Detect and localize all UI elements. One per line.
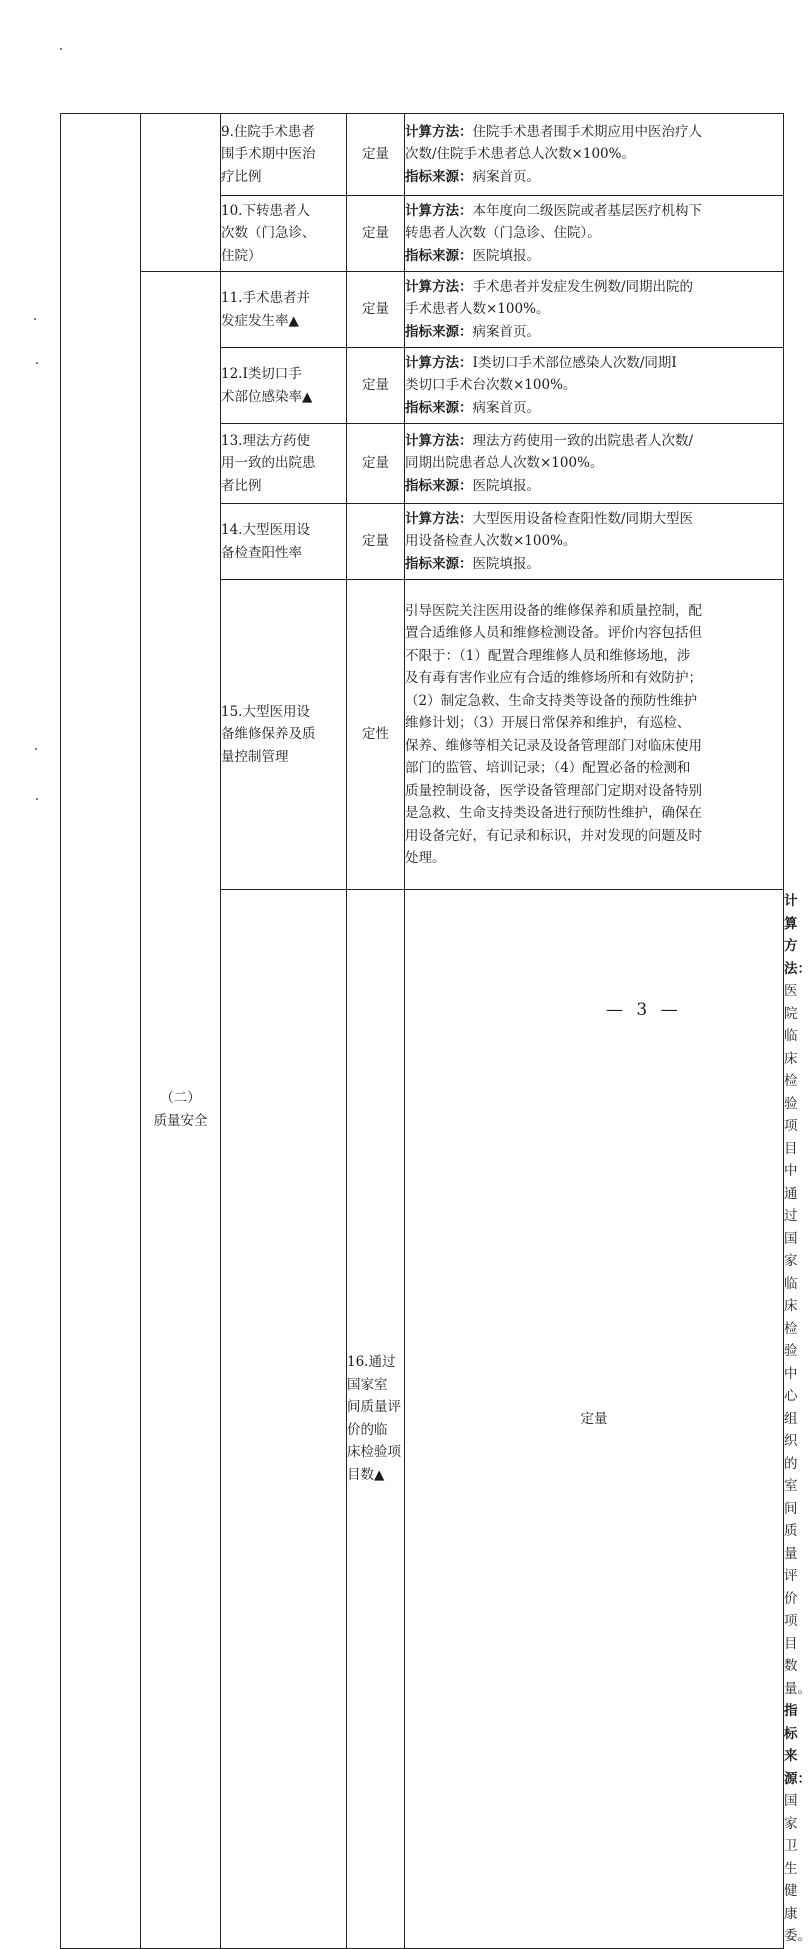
indicator-name-line: 发症发生率▲ <box>221 312 299 329</box>
indicator-name-line: 术部位感染率▲ <box>221 388 313 405</box>
method-label: 计算方法： <box>784 893 811 977</box>
level2-category-cell <box>141 272 221 1949</box>
indicator-type-cell: 定量 <box>347 196 405 272</box>
method-label: 计算方法： <box>405 432 473 449</box>
method-text: 同期出院患者总人次数×100%。 <box>405 455 604 472</box>
method-text: 住院手术患者围手术期应用中医治疗人 <box>472 123 702 140</box>
indicator-name-line: 备检查阳性率 <box>221 544 302 561</box>
category-line: 质量安全 <box>153 1112 208 1129</box>
indicator-name-line: 量控制管理 <box>221 748 289 765</box>
level2-category-cell-next <box>221 890 347 1949</box>
indicator-name-line: 床检验项目数▲ <box>347 1444 401 1483</box>
level2-category-cell-prev <box>141 114 221 272</box>
method-label: 计算方法： <box>405 202 473 219</box>
method-label: 计算方法： <box>405 278 473 295</box>
source-text: 医院填报。 <box>472 247 540 264</box>
indicator-name-cell <box>221 196 347 272</box>
indicator-method-cell <box>405 272 784 348</box>
table-row: 16.通过国家室 间质量评价的临 床检验项目数▲ 定量 计算方法：医院临床检验项目中通过国家临床检验 中心组织的室间质量评价项目数量。 指标来源：国家卫生健康委。 <box>61 890 784 1949</box>
indicator-name-cell <box>221 272 347 348</box>
description-line: 部门的监管、培训记录；（4）配置必备的检测和 <box>405 760 691 776</box>
source-text: 病案首页。 <box>472 323 540 340</box>
scan-speck <box>36 362 38 364</box>
indicator-name-line: 10.下转患者人 <box>221 202 310 219</box>
table-row <box>61 272 784 348</box>
indicator-name-line: 用一致的出院患 <box>221 455 316 472</box>
page-number: — 3 — <box>606 1000 682 1020</box>
method-label: 计算方法： <box>405 510 473 527</box>
indicator-method-cell <box>405 114 784 196</box>
indicator-type-cell: 定性 <box>347 580 405 890</box>
description-line: 质量控制设备，医学设备管理部门定期对设备特别 <box>405 782 702 799</box>
indicator-name-line: 12.Ⅰ类切口手 <box>221 366 302 382</box>
source-text: 病案首页。 <box>472 168 540 185</box>
scan-speck <box>35 748 37 750</box>
indicator-method-cell <box>405 196 784 272</box>
method-text: 次数/住院手术患者总人次数×100%。 <box>405 146 635 163</box>
source-text: 医院填报。 <box>472 555 540 572</box>
description-line: （2）制定急救、生命支持类等设备的预防性维护 <box>405 692 698 709</box>
source-label: 指标来源： <box>405 323 473 340</box>
indicator-name-line: 13.理法方药使 <box>221 432 310 449</box>
source-label: 指标来源： <box>405 247 473 264</box>
description-line: 保养、维修等相关记录及设备管理部门对临床使用 <box>405 737 702 754</box>
scan-speck <box>36 798 38 800</box>
method-text: 医院临床检验项目中通过国家临床检验 <box>784 983 798 1359</box>
indicator-description-cell <box>405 580 784 890</box>
indicator-name-cell <box>221 348 347 424</box>
scan-speck <box>60 48 62 50</box>
method-text: 手术患者人数×100%。 <box>405 301 550 318</box>
indicator-type-cell: 定量 <box>347 272 405 348</box>
method-text: 大型医用设备检查阳性数/同期大型医 <box>472 510 694 527</box>
indicator-name-cell <box>221 424 347 504</box>
indicator-name-line: 者比例 <box>221 477 262 494</box>
source-text: 病案首页。 <box>472 399 540 416</box>
indicator-name-line: 备维修保养及质 <box>221 726 316 743</box>
indicator-name-line: 9.住院手术患者 <box>221 123 315 140</box>
description-line: 维修计划；（3）开展日常保养和维护，有巡检、 <box>405 715 691 731</box>
indicator-name-line: 疗比例 <box>221 168 262 185</box>
indicator-name-line: 11.手术患者并 <box>221 290 310 306</box>
indicator-table <box>60 113 811 1949</box>
indicator-name-line: 次数（门急诊、 <box>221 225 316 242</box>
method-text: Ⅰ类切口手术部位感染人次数/同期Ⅰ <box>472 354 677 371</box>
description-line: 用设备完好，有记录和标识，并对发现的问题及时 <box>405 827 702 844</box>
level1-category-cell <box>61 114 141 1949</box>
method-text: 本年度向二级医院或者基层医疗机构下 <box>472 202 702 219</box>
method-text: 手术患者并发症发生例数/同期出院的 <box>472 278 694 295</box>
description-line: 处理。 <box>405 850 446 866</box>
indicator-name-line: 14.大型医用设 <box>221 522 310 538</box>
indicator-type-cell: 定量 <box>347 114 405 196</box>
indicator-name-line: 15.大型医用设 <box>221 703 310 720</box>
scan-speck <box>34 318 36 320</box>
source-label: 指标来源： <box>405 477 473 494</box>
indicator-method-cell <box>405 348 784 424</box>
indicator-name-cell <box>221 580 347 890</box>
source-text: 国家卫生健康委。 <box>784 1793 811 1944</box>
description-line: 引导医院关注医用设备的维修保养和质量控制，配 <box>405 602 702 619</box>
method-label: 计算方法： <box>405 123 473 140</box>
indicator-name-line: 16.通过国家室 <box>347 1354 396 1393</box>
indicator-name-line: 间质量评价的临 <box>347 1399 401 1438</box>
description-line: 是急救、生命支持类设备进行预防性维护，确保在 <box>405 805 702 821</box>
indicator-type-cell: 定量 <box>347 348 405 424</box>
source-label: 指标来源： <box>405 168 473 185</box>
table-row <box>61 114 784 196</box>
description-line: 及有毒有害作业应有合适的维修场所和有效防护； <box>405 670 702 686</box>
indicator-name-cell <box>221 504 347 580</box>
indicator-type-cell: 定量 <box>405 890 784 1949</box>
source-label: 指标来源： <box>405 555 473 572</box>
indicator-name-line: 住院） <box>221 247 262 264</box>
category-line: （二） <box>160 1090 201 1107</box>
indicator-method-cell <box>405 504 784 580</box>
indicator-method-cell <box>405 424 784 504</box>
indicator-type-cell: 定量 <box>347 424 405 504</box>
source-label: 指标来源： <box>784 1703 811 1787</box>
indicator-name-cell <box>347 890 405 1949</box>
method-text: 类切口手术台次数×100%。 <box>405 377 577 394</box>
description-line: 不限于：（1）配置合理维修人员和维修场地，涉 <box>405 647 691 664</box>
method-text: 理法方药使用一致的出院患者人次数/ <box>472 432 694 449</box>
description-line: 置合适维修人员和维修检测设备。评价内容包括但 <box>405 625 702 641</box>
indicator-name-cell <box>221 114 347 196</box>
method-label: 计算方法： <box>405 354 473 371</box>
source-text: 医院填报。 <box>472 477 540 494</box>
method-text: 用设备检查人次数×100%。 <box>405 533 577 550</box>
source-label: 指标来源： <box>405 399 473 416</box>
method-text: 转患者人次数（门急诊、住院）。 <box>405 225 601 242</box>
indicator-type-cell: 定量 <box>347 504 405 580</box>
indicator-name-line: 围手术期中医治 <box>221 146 316 163</box>
